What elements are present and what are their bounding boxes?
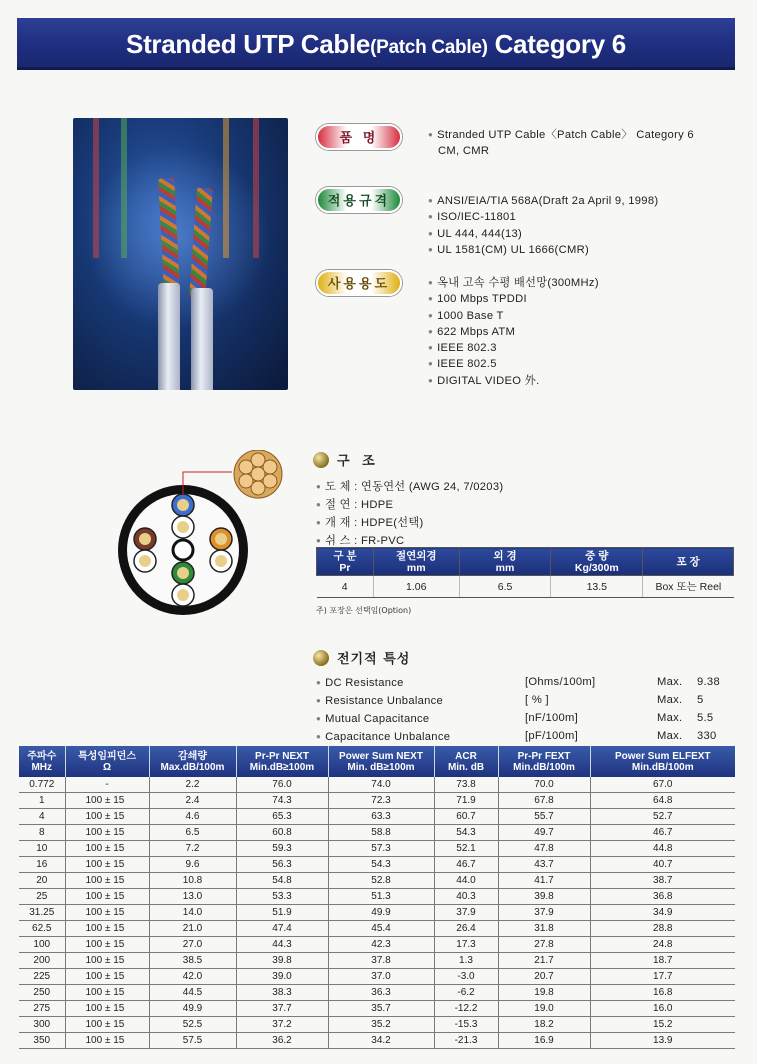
- table-cell: 36.2: [236, 1033, 328, 1049]
- structure-item: ● 도 체 : 연동연선 (AWG 24, 7/0203): [316, 478, 503, 496]
- table-row: [19, 809, 735, 825]
- table-cell: 2.4: [149, 793, 236, 809]
- table-cell: 19.0: [498, 1001, 590, 1017]
- table-cell: 26.4: [434, 921, 498, 937]
- table-cell: -21.3: [434, 1033, 498, 1049]
- table-cell: 14.0: [149, 905, 236, 921]
- table-cell: 47.8: [498, 841, 590, 857]
- table-row: [19, 985, 735, 1001]
- table-cell: 100 ± 15: [65, 793, 149, 809]
- table-cell: 275: [19, 1001, 65, 1017]
- table-cell: 13.0: [149, 889, 236, 905]
- table-cell: 2.2: [149, 777, 236, 793]
- conductor-detail: [234, 450, 282, 498]
- electrical-row: ● Capacitance Unbalance [pF/100m] Max. 330: [316, 728, 736, 746]
- usage-item: ● DIGITAL VIDEO 外.: [428, 373, 599, 389]
- table-cell: 4.6: [149, 809, 236, 825]
- table-cell: 60.8: [236, 825, 328, 841]
- table-cell: 100 ± 15: [65, 873, 149, 889]
- table-cell: 38.3: [236, 985, 328, 1001]
- table-cell: 44.5: [149, 985, 236, 1001]
- table-cell: 53.3: [236, 889, 328, 905]
- table-cell: 43.7: [498, 857, 590, 873]
- table-row: [19, 905, 735, 921]
- table-cell: 58.8: [328, 825, 434, 841]
- perf-header-row: [19, 746, 735, 777]
- table-cell: 9.6: [149, 857, 236, 873]
- table-cell: 21.0: [149, 921, 236, 937]
- table-cell: 36.8: [590, 889, 735, 905]
- table-cell: 17.3: [434, 937, 498, 953]
- struct-th: 외 경 mm: [459, 548, 551, 576]
- table-cell: 34.9: [590, 905, 735, 921]
- table-cell: 34.2: [328, 1033, 434, 1049]
- table-cell: 225: [19, 969, 65, 985]
- table-cell: 42.0: [149, 969, 236, 985]
- table-cell: 65.3: [236, 809, 328, 825]
- table-cell: 73.8: [434, 777, 498, 793]
- struct-th: 절연외경 mm: [373, 548, 459, 576]
- table-cell: 52.5: [149, 1017, 236, 1033]
- table-cell: 19.8: [498, 985, 590, 1001]
- table-cell: 57.5: [149, 1033, 236, 1049]
- table-cell: 39.8: [236, 953, 328, 969]
- table-cell: 59.3: [236, 841, 328, 857]
- table-cell: 100 ± 15: [65, 905, 149, 921]
- table-row: 4 1.06 6.5 13.5 Box 또는 Reel: [317, 576, 734, 598]
- table-cell: 100 ± 15: [65, 825, 149, 841]
- table-cell: 51.3: [328, 889, 434, 905]
- table-cell: 100 ± 15: [65, 889, 149, 905]
- table-cell: 350: [19, 1033, 65, 1049]
- electrical-specs: [316, 674, 736, 746]
- bullet-ball-icon: [313, 452, 329, 468]
- table-cell: 49.7: [498, 825, 590, 841]
- table-cell: 100: [19, 937, 65, 953]
- standards-list: [428, 193, 658, 258]
- struct-th: 중 량 Kg/300m: [551, 548, 643, 576]
- electrical-row: ● Resistance Unbalance [ % ] Max. 5: [316, 692, 736, 710]
- perf-th: Pr-Pr NEXT Min.dB≥100m: [236, 746, 328, 777]
- structure-table: [316, 547, 734, 598]
- table-cell: 60.7: [434, 809, 498, 825]
- table-row: [19, 921, 735, 937]
- table-cell: 37.8: [328, 953, 434, 969]
- table-cell: 46.7: [590, 825, 735, 841]
- center-filler: [173, 540, 193, 560]
- table-cell: 8: [19, 825, 65, 841]
- table-row: [19, 873, 735, 889]
- table-cell: 54.3: [328, 857, 434, 873]
- table-cell: 52.7: [590, 809, 735, 825]
- standard-item: ● ISO/IEC-11801: [428, 209, 658, 225]
- table-cell: 0.772: [19, 777, 65, 793]
- perf-th: 주파수 MHz: [19, 746, 65, 777]
- standard-item: ● ANSI/EIA/TIA 568A(Draft 2a April 9, 1998): [428, 193, 658, 209]
- table-cell: 40.3: [434, 889, 498, 905]
- table-cell: 20: [19, 873, 65, 889]
- table-cell: 67.0: [590, 777, 735, 793]
- table-cell: 54.8: [236, 873, 328, 889]
- table-row: [19, 1001, 735, 1017]
- table-cell: 25: [19, 889, 65, 905]
- perf-th: 특성임피던스 Ω: [65, 746, 149, 777]
- table-cell: 16: [19, 857, 65, 873]
- table-cell: 100 ± 15: [65, 1017, 149, 1033]
- table-cell: 37.2: [236, 1017, 328, 1033]
- table-cell: 27.0: [149, 937, 236, 953]
- structure-item: ● 개 재 : HDPE(선택): [316, 514, 503, 532]
- table-cell: -12.2: [434, 1001, 498, 1017]
- table-cell: 18.2: [498, 1017, 590, 1033]
- structure-heading: 구 조: [313, 450, 379, 469]
- table-cell: 70.0: [498, 777, 590, 793]
- table-row: [19, 777, 735, 793]
- perf-th: Pr-Pr FEXT Min.dB/100m: [498, 746, 590, 777]
- table-row: [19, 889, 735, 905]
- table-cell: 37.9: [498, 905, 590, 921]
- table-cell: 44.8: [590, 841, 735, 857]
- table-cell: 1.3: [434, 953, 498, 969]
- table-row: [19, 857, 735, 873]
- table-cell: 49.9: [328, 905, 434, 921]
- table-cell: 35.2: [328, 1017, 434, 1033]
- table-cell: 300: [19, 1017, 65, 1033]
- table-cell: 37.0: [328, 969, 434, 985]
- table-cell: 31.25: [19, 905, 65, 921]
- title-category: Category 6: [494, 29, 626, 59]
- table-cell: 27.8: [498, 937, 590, 953]
- standard-item: ● UL 1581(CM) UL 1666(CMR): [428, 242, 658, 258]
- table-cell: 35.7: [328, 1001, 434, 1017]
- perf-th: Power Sum NEXT Min. dB≥100m: [328, 746, 434, 777]
- table-row: [19, 953, 735, 969]
- product-line: CM, CMR: [438, 145, 490, 158]
- structure-item: ● 절 연 : HDPE: [316, 496, 503, 514]
- table-cell: 47.4: [236, 921, 328, 937]
- table-cell: -3.0: [434, 969, 498, 985]
- table-cell: 62.5: [19, 921, 65, 937]
- table-cell: 55.7: [498, 809, 590, 825]
- table-cell: 100 ± 15: [65, 969, 149, 985]
- table-cell: -: [65, 777, 149, 793]
- table-cell: 31.8: [498, 921, 590, 937]
- table-cell: 52.1: [434, 841, 498, 857]
- table-cell: 1: [19, 793, 65, 809]
- table-cell: 42.3: [328, 937, 434, 953]
- table-cell: 45.4: [328, 921, 434, 937]
- table-cell: 76.0: [236, 777, 328, 793]
- table-cell: 72.3: [328, 793, 434, 809]
- table-row: [19, 1033, 735, 1049]
- performance-table: [19, 746, 735, 1049]
- table-cell: 71.9: [434, 793, 498, 809]
- table-cell: 44.3: [236, 937, 328, 953]
- usage-list: [428, 275, 599, 389]
- table-cell: 18.7: [590, 953, 735, 969]
- table-cell: 38.7: [590, 873, 735, 889]
- usage-item: ● 622 Mbps ATM: [428, 324, 599, 340]
- standard-item: ● UL 444, 444(13): [428, 226, 658, 242]
- table-cell: 74.0: [328, 777, 434, 793]
- usage-item: ● IEEE 802.5: [428, 356, 599, 372]
- usage-label: 사용용도: [316, 270, 402, 296]
- standards-label: 적용규격: [316, 187, 402, 213]
- table-cell: 7.2: [149, 841, 236, 857]
- table-cell: 15.2: [590, 1017, 735, 1033]
- product-line: ● Stranded UTP Cable〈Patch Cable〉 Category 6: [428, 127, 694, 143]
- structure-list: [316, 478, 503, 550]
- table-cell: 46.7: [434, 857, 498, 873]
- cable-cross-section-diagram: [110, 450, 310, 620]
- table-cell: 40.7: [590, 857, 735, 873]
- table-cell: 100 ± 15: [65, 841, 149, 857]
- table-cell: 100 ± 15: [65, 937, 149, 953]
- table-cell: -6.2: [434, 985, 498, 1001]
- table-cell: 64.8: [590, 793, 735, 809]
- table-cell: 37.7: [236, 1001, 328, 1017]
- table-cell: 21.7: [498, 953, 590, 969]
- table-cell: 44.0: [434, 873, 498, 889]
- table-cell: 100 ± 15: [65, 857, 149, 873]
- cable-photo: [73, 118, 288, 390]
- usage-item: ● IEEE 802.3: [428, 340, 599, 356]
- table-cell: 67.8: [498, 793, 590, 809]
- table-cell: 52.8: [328, 873, 434, 889]
- table-cell: 36.3: [328, 985, 434, 1001]
- table-cell: 100 ± 15: [65, 921, 149, 937]
- page-title: [17, 18, 735, 70]
- perf-th: Power Sum ELFEXT Min.dB/100m: [590, 746, 735, 777]
- packaging-note: 주) 포장은 선택임(Option): [316, 606, 412, 615]
- electrical-row: ● Mutual Capacitance [nF/100m] Max. 5.5: [316, 710, 736, 728]
- electrical-row: ● DC Resistance [Ohms/100m] Max. 9.38: [316, 674, 736, 692]
- table-row: [19, 937, 735, 953]
- structure-item: ● 쉬 스 : FR-PVC: [316, 532, 503, 550]
- table-cell: 63.3: [328, 809, 434, 825]
- table-row: [19, 841, 735, 857]
- table-cell: 37.9: [434, 905, 498, 921]
- table-cell: 10.8: [149, 873, 236, 889]
- table-cell: 39.8: [498, 889, 590, 905]
- electrical-heading: 전기적 특성: [313, 648, 410, 667]
- table-cell: 49.9: [149, 1001, 236, 1017]
- table-cell: 16.0: [590, 1001, 735, 1017]
- table-cell: 4: [19, 809, 65, 825]
- table-cell: 13.9: [590, 1033, 735, 1049]
- bullet-ball-icon: [313, 650, 329, 666]
- table-cell: 10: [19, 841, 65, 857]
- table-cell: 16.9: [498, 1033, 590, 1049]
- table-cell: 56.3: [236, 857, 328, 873]
- table-cell: 74.3: [236, 793, 328, 809]
- usage-item: ● 옥내 고속 수평 배선망(300MHz): [428, 275, 599, 291]
- table-cell: 28.8: [590, 921, 735, 937]
- usage-item: ● 1000 Base T: [428, 308, 599, 324]
- table-cell: 250: [19, 985, 65, 1001]
- table-cell: 17.7: [590, 969, 735, 985]
- table-cell: 6.5: [149, 825, 236, 841]
- table-cell: 100 ± 15: [65, 1033, 149, 1049]
- product-name-list: [428, 127, 694, 160]
- table-cell: 54.3: [434, 825, 498, 841]
- struct-th: 구 분 Pr: [317, 548, 374, 576]
- table-cell: 16.8: [590, 985, 735, 1001]
- title-main: Stranded UTP Cable: [126, 29, 371, 59]
- table-cell: 51.9: [236, 905, 328, 921]
- table-cell: 100 ± 15: [65, 985, 149, 1001]
- table-cell: 20.7: [498, 969, 590, 985]
- table-cell: 100 ± 15: [65, 953, 149, 969]
- struct-th: 포 장: [643, 548, 734, 576]
- table-cell: 38.5: [149, 953, 236, 969]
- table-cell: -15.3: [434, 1017, 498, 1033]
- table-row: [19, 969, 735, 985]
- perf-th: ACR Min. dB: [434, 746, 498, 777]
- title-paren: (Patch Cable): [370, 37, 488, 58]
- product-name-label: 품 명: [316, 124, 402, 150]
- perf-th: 감쇄량 Max.dB/100m: [149, 746, 236, 777]
- table-cell: 24.8: [590, 937, 735, 953]
- table-cell: 57.3: [328, 841, 434, 857]
- table-cell: 39.0: [236, 969, 328, 985]
- table-row: [19, 825, 735, 841]
- table-cell: 100 ± 15: [65, 809, 149, 825]
- table-row: [19, 1017, 735, 1033]
- table-cell: 41.7: [498, 873, 590, 889]
- table-cell: 100 ± 15: [65, 1001, 149, 1017]
- table-row: [19, 793, 735, 809]
- table-cell: 200: [19, 953, 65, 969]
- usage-item: ● 100 Mbps TPDDI: [428, 291, 599, 307]
